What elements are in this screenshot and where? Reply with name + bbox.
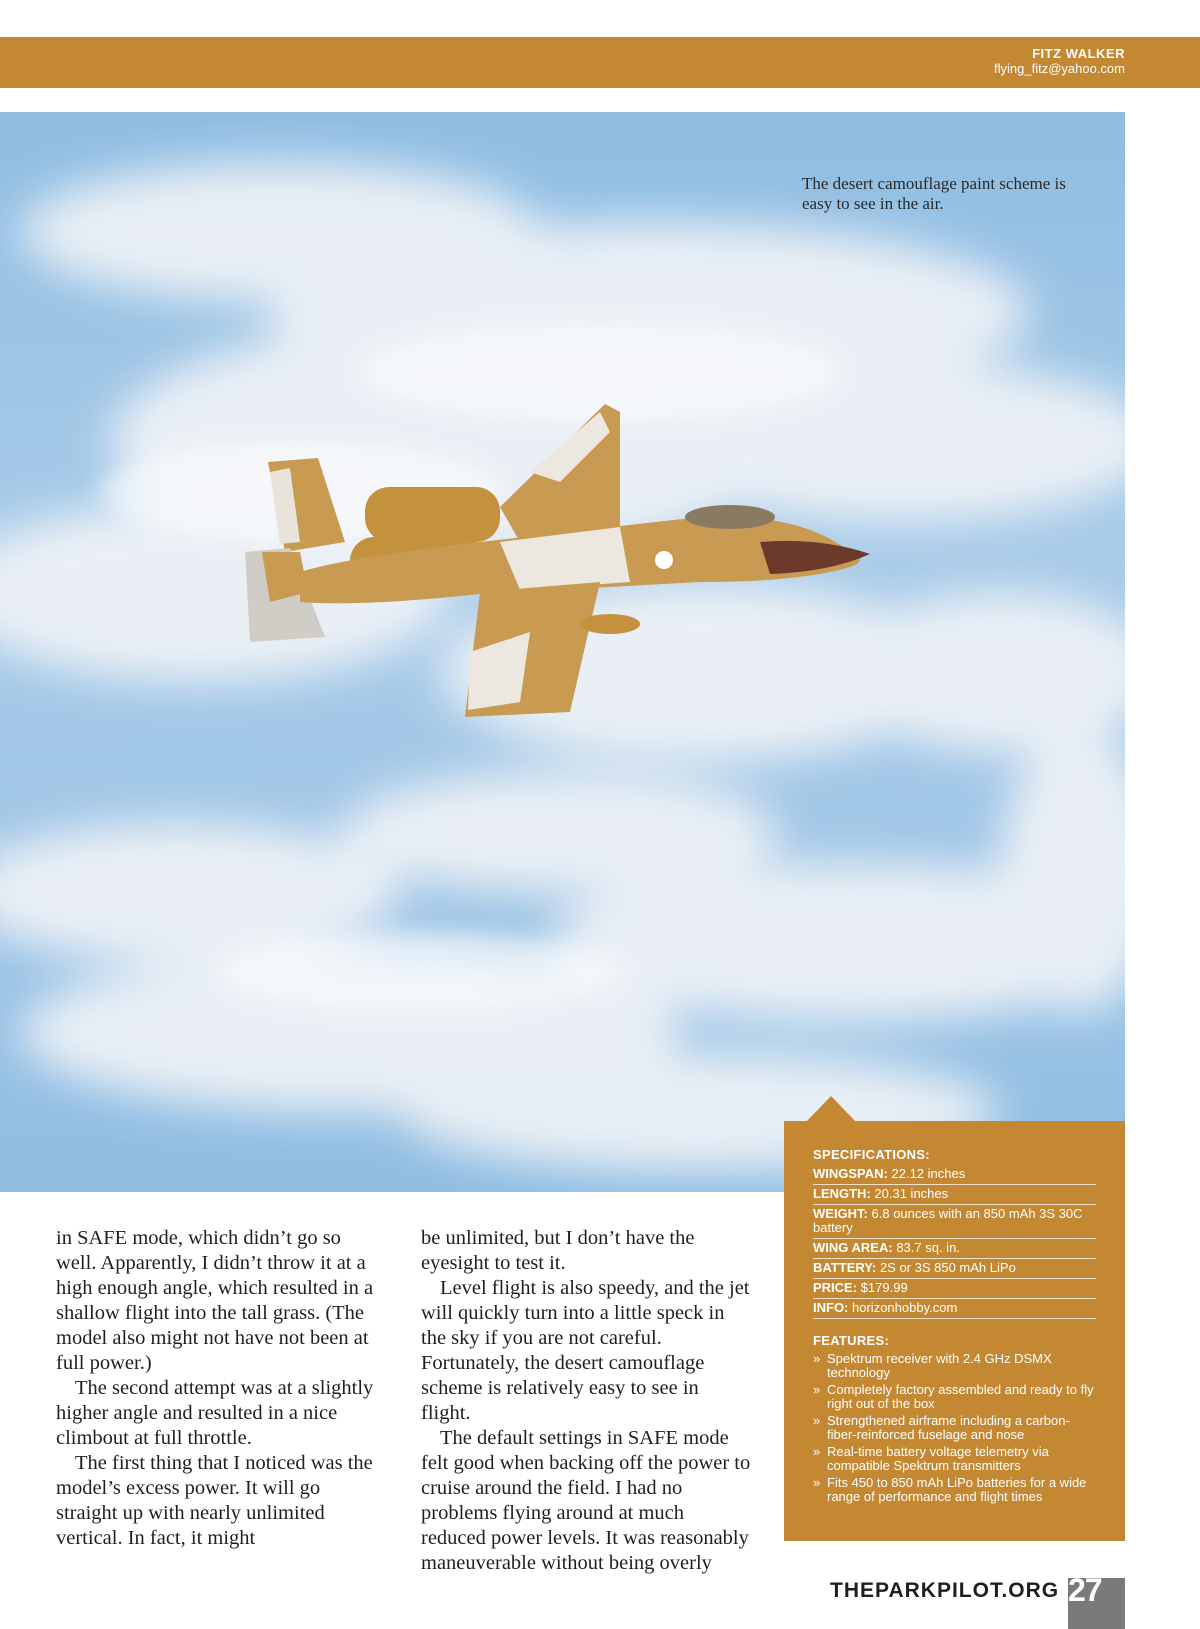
features-heading: FEATURES: bbox=[813, 1333, 890, 1348]
list-item: » Fits 450 to 850 mAh LiPo batteries for a wide range of performance and flight times bbox=[813, 1475, 1087, 1504]
article-column-2 bbox=[421, 1226, 751, 1576]
spec-battery: BATTERY: 2S or 3S 850 mAh LiPo bbox=[813, 1259, 1096, 1279]
page-number: 27 bbox=[1068, 1572, 1102, 1608]
paragraph: The default settings in SAFE mode felt good when backing off the power to cruise around the field. I had no problems flying around at much reduced power levels. It was reasonably maneuverable without being overly bbox=[421, 1427, 751, 1574]
list-item: » Spektrum receiver with 2.4 GHz DSMX technology bbox=[813, 1351, 1052, 1380]
spec-weight: WEIGHT: 6.8 ounces with an 850 mAh 3S 30C battery bbox=[813, 1205, 1096, 1239]
header-bar bbox=[0, 37, 1200, 88]
photo-caption: The desert camouflage paint scheme is easy to see in the air. bbox=[802, 174, 1066, 213]
paragraph: Level flight is also speedy, and the jet will quickly turn into a little speck in the sky if you are not careful. Fortunately, the desert camouflage scheme is relatively easy to see in flight. bbox=[421, 1277, 750, 1424]
spec-wingspan: WINGSPAN: 22.12 inches bbox=[813, 1165, 1096, 1185]
sky-and-jet-illustration bbox=[0, 112, 1125, 1192]
chevron-right-icon: » bbox=[813, 1351, 821, 1366]
author-credit bbox=[994, 46, 1125, 76]
paragraph: be unlimited, but I don’t have the eyesight to test it. bbox=[421, 1227, 695, 1274]
paragraph: The first thing that I noticed was the model’s excess power. It will go straight up with nearly unlimited vertical. In fact, it might bbox=[56, 1452, 373, 1549]
specifications-heading: SPECIFICATIONS: bbox=[813, 1147, 930, 1162]
article-column-1 bbox=[56, 1226, 386, 1551]
specs-pointer bbox=[806, 1096, 856, 1122]
chevron-right-icon: » bbox=[813, 1382, 821, 1397]
author-email: flying_fitz@yahoo.com bbox=[994, 61, 1125, 76]
chevron-right-icon: » bbox=[813, 1444, 821, 1459]
list-item: » Completely factory assembled and ready to fly right out of the box bbox=[813, 1382, 1094, 1411]
spec-length: LENGTH: 20.31 inches bbox=[813, 1185, 1096, 1205]
chevron-right-icon: » bbox=[813, 1413, 821, 1428]
aircraft-photo bbox=[0, 112, 1125, 1192]
list-item: » Strengthened airframe including a carbon-fiber-reinforced fuselage and nose bbox=[813, 1413, 1070, 1442]
page-number-box bbox=[1068, 1572, 1125, 1629]
author-name: FITZ WALKER bbox=[1032, 46, 1125, 61]
spec-price: PRICE: $179.99 bbox=[813, 1279, 1096, 1299]
paragraph: The second attempt was at a slightly higher angle and resulted in a nice climbout at full throttle. bbox=[56, 1377, 374, 1449]
chevron-right-icon: » bbox=[813, 1475, 821, 1490]
specifications-box bbox=[784, 1121, 1125, 1541]
paragraph: in SAFE mode, which didn’t go so well. Apparently, I didn’t throw it at a high enough angle, which resulted in a shallow flight into the tall grass. (The model also might not have not been at full power.) bbox=[56, 1227, 374, 1374]
features-list bbox=[813, 1352, 1096, 1504]
list-item: » Real-time battery voltage telemetry via compatible Spektrum transmitters bbox=[813, 1444, 1049, 1473]
spec-wing-area: WING AREA: 83.7 sq. in. bbox=[813, 1239, 1096, 1259]
spec-info: INFO: horizonhobby.com bbox=[813, 1299, 1096, 1319]
footer-site-name: THEPARKPILOT.ORG bbox=[830, 1579, 1060, 1602]
